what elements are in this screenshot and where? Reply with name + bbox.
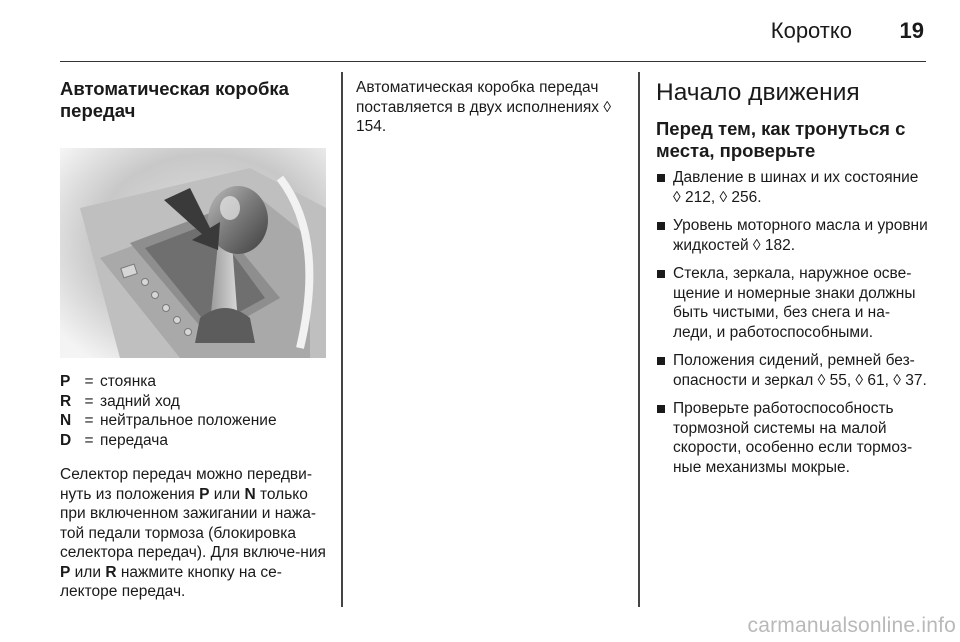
gear-selector-illustration <box>60 148 326 358</box>
legend-key: R <box>60 392 72 410</box>
checklist-item: Положения сидений, ремней без-опасности и зеркал ◊ 55, ◊ 61, ◊ 37. <box>656 351 928 390</box>
legend-row <box>60 372 334 392</box>
transmission-paragraph <box>356 78 628 137</box>
checklist-item: Давление в шинах и их состояние ◊ 212, ◊ 256. <box>656 168 928 207</box>
gear-letter: R <box>105 563 117 581</box>
para-text: Селектор передач можно передви-нуть из положения <box>60 466 312 503</box>
legend-row <box>60 411 334 431</box>
legend-key: D <box>60 431 72 449</box>
legend-key: P <box>60 373 71 390</box>
section-subtitle: Перед тем, как тронуться с места, проверьте <box>656 118 906 161</box>
checklist-item: Уровень моторного масла и уровни жидкостей ◊ 182. <box>656 216 928 255</box>
legend-text: передача <box>100 431 168 449</box>
para-text: или <box>209 485 245 503</box>
legend-equals: = <box>84 431 94 449</box>
page-number: 19 <box>899 18 924 43</box>
legend-key: N <box>60 412 72 429</box>
page-reference[interactable]: ◊ 154. <box>356 98 612 135</box>
legend-text: нейтральное положение <box>100 412 277 429</box>
legend-text: задний ход <box>100 392 180 410</box>
column-3 <box>656 78 928 486</box>
legend-equals: = <box>84 392 94 410</box>
section-heading: Автоматическая коробка передач <box>60 78 289 121</box>
legend-text: стоянка <box>100 373 156 390</box>
para-text: или <box>70 563 106 581</box>
selector-paragraph <box>60 465 334 602</box>
legend-equals: = <box>84 373 94 390</box>
legend-equals: = <box>84 412 94 429</box>
checklist-item: Проверьте работоспособность тормозной системы на малой скорости, особенно если тормоз-ные механизмы мокрые. <box>656 399 928 477</box>
page-header <box>60 0 926 62</box>
section-title: Начало движения <box>656 79 860 106</box>
gear-letter: P <box>199 485 210 503</box>
gear-selector-photo <box>60 148 326 358</box>
checklist <box>656 168 928 477</box>
column-1 <box>60 78 334 602</box>
para-text: нажмите кнопку на се-лекторе передач. <box>60 563 282 600</box>
legend-row <box>60 431 334 451</box>
gear-legend <box>60 372 334 450</box>
gear-letter: N <box>244 485 256 503</box>
column-2 <box>356 78 628 137</box>
watermark: carmanualsonline.info <box>747 614 956 637</box>
header-title: Коротко <box>770 18 852 43</box>
gear-letter: P <box>60 563 71 581</box>
checklist-item: Стекла, зеркала, наружное осве-щение и номерные знаки должны быть чистыми, без снега и на-леди, и работоспособными. <box>656 264 928 342</box>
para-text: только при включенном зажигании и нажа-той педали тормоза (блокировка селектора передач). Для включе-ния <box>60 485 326 561</box>
para-text: Автоматическая коробка передач поставляется в двух исполнениях <box>356 79 600 116</box>
column-divider <box>638 72 640 607</box>
column-divider <box>341 72 343 607</box>
legend-row <box>60 392 334 412</box>
